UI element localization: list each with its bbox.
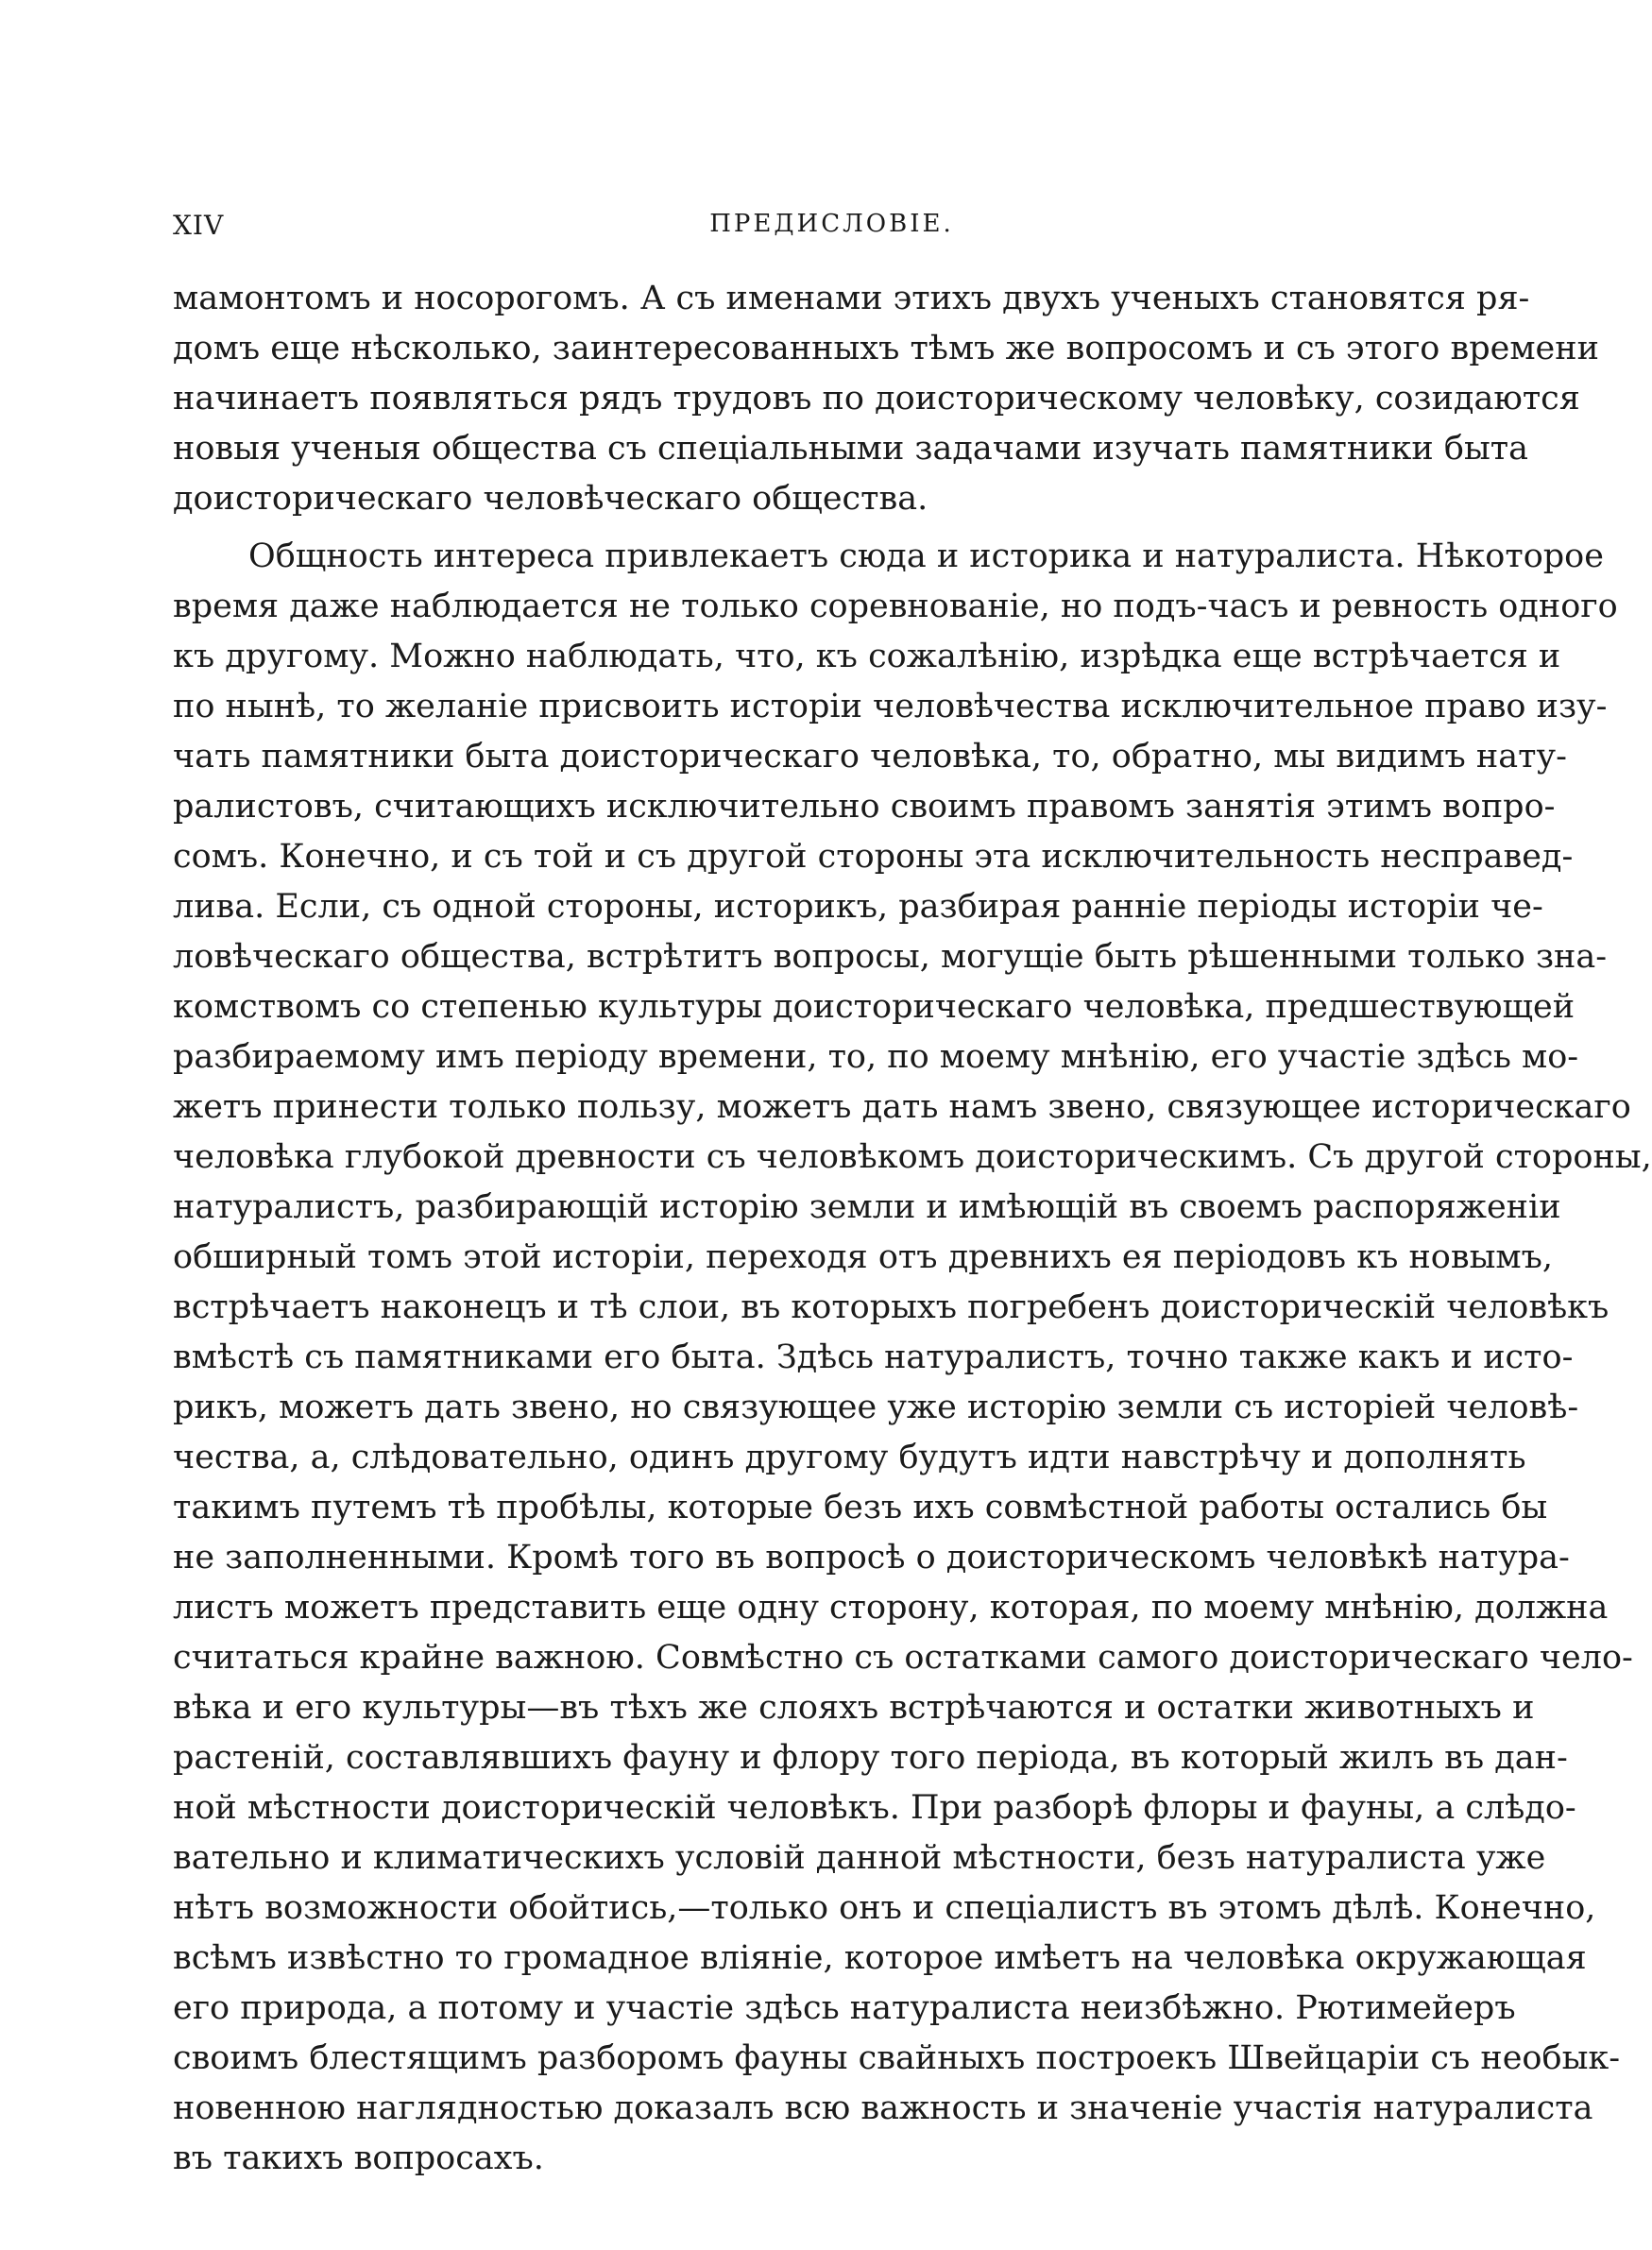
text-line: къ другому. Можно наблюдать, что, къ сожалѣнію, изрѣдка еще встрѣчается и — [173, 638, 1561, 675]
text-line: растеній, составлявшихъ фауну и флору того періода, въ который жилъ въ дан- — [173, 1739, 1568, 1777]
text-line: не заполненными. Кромѣ того въ вопросѣ о доисторическомъ человѣкѣ натура- — [173, 1539, 1570, 1577]
text-line: время даже наблюдается не только соревнованіе, но подъ-часъ и ревность одного — [173, 588, 1618, 625]
running-title: ПРЕДИСЛОВІЕ. — [709, 210, 954, 238]
text-line: нѣтъ возможности обойтись,—только онъ и спеціалистъ въ этомъ дѣлѣ. Конечно, — [173, 1889, 1596, 1927]
text-line: сомъ. Конечно, и съ той и съ другой стороны эта исключительность несправед- — [173, 838, 1574, 876]
text-line: натуралистъ, разбирающій исторію земли и имѣющій въ своемъ распоряженіи — [173, 1188, 1561, 1226]
text-line: ралистовъ, считающихъ исключительно своимъ правомъ занятія этимъ вопро- — [173, 788, 1556, 826]
text-line: вмѣстѣ съ памятниками его быта. Здѣсь натуралистъ, точно также какъ и исто- — [173, 1338, 1574, 1376]
text-line: ной мѣстности доисторическій человѣкъ. При разборѣ флоры и фауны, а слѣдо- — [173, 1789, 1576, 1827]
text-line: комствомъ со степенью культуры доисторическаго человѣка, предшествующей — [173, 988, 1575, 1026]
paragraph — [173, 532, 1652, 2184]
text-line: считаться крайне важною. Совмѣстно съ остатками самого доисторическаго чело- — [173, 1639, 1633, 1677]
text-line: его природа, а потому и участіе здѣсь натуралиста неизбѣжно. Рютимейеръ — [173, 1989, 1516, 2027]
text-line: новыя ученыя общества съ спеціальными задачами изучать памятники быта — [173, 430, 1529, 468]
text-line: вѣка и его культуры—въ тѣхъ же слояхъ встрѣчаются и остатки животныхъ и — [173, 1689, 1535, 1727]
text-body — [173, 274, 1652, 2184]
page-header — [173, 210, 1490, 247]
text-line: по нынѣ, то желаніе присвоить исторіи человѣчества исключительное право изу- — [173, 688, 1608, 725]
text-line: разбираемому имъ періоду времени, то, по моему мнѣнію, его участіе здѣсь мо- — [173, 1038, 1579, 1076]
text-line: чать памятники быта доисторическаго человѣка, то, обратно, мы видимъ нату- — [173, 738, 1567, 776]
text-line: обширный томъ этой исторіи, переходя отъ древнихъ ея періодовъ къ новымъ, — [173, 1238, 1554, 1276]
text-line: рикъ, можетъ дать звено, но связующее уже исторію земли съ исторіей человѣ- — [173, 1389, 1579, 1426]
text-line: мамонтомъ и носорогомъ. А съ именами этихъ двухъ ученыхъ становятся ря- — [173, 280, 1530, 317]
text-line: домъ еще нѣсколько, заинтересованныхъ тѣмъ же вопросомъ и съ этого времени — [173, 330, 1599, 367]
text-line: ловѣческаго общества, встрѣтитъ вопросы, могущіе быть рѣшенными только зна- — [173, 938, 1608, 976]
text-line: чества, а, слѣдовательно, одинъ другому будутъ идти навстрѣчу и дополнять — [173, 1439, 1526, 1476]
text-line: всѣмъ извѣстно то громадное вліяніе, которое имѣетъ на человѣка окружающая — [173, 1939, 1587, 1977]
text-line: вательно и климатическихъ условій данной мѣстности, безъ натуралиста уже — [173, 1839, 1546, 1877]
text-line: встрѣчаетъ наконецъ и тѣ слои, въ которыхъ погребенъ доисторическій человѣкъ — [173, 1288, 1609, 1326]
page-number: XIV — [173, 210, 225, 241]
text-line: новенною наглядностью доказалъ всю важность и значеніе участія натуралиста — [173, 2089, 1593, 2127]
text-line: жетъ принести только пользу, можетъ дать намъ звено, связующее историческаго — [173, 1088, 1631, 1126]
paragraph-gap — [173, 524, 1490, 532]
text-line: въ такихъ вопросахъ. — [173, 2139, 544, 2177]
text-line: такимъ путемъ тѣ пробѣлы, которые безъ ихъ совмѣстной работы остались бы — [173, 1489, 1548, 1526]
text-line: Общность интереса привлекаетъ сюда и историка и натуралиста. Нѣкоторое — [248, 537, 1604, 575]
paragraph — [173, 274, 1599, 524]
text-line: человѣка глубокой древности съ человѣкомъ доисторическимъ. Съ другой стороны, — [173, 1138, 1652, 1176]
text-line: листъ можетъ представить еще одну сторону, которая, по моему мнѣнію, должна — [173, 1589, 1609, 1627]
text-line: своимъ блестящимъ разборомъ фауны свайныхъ построекъ Швейцаріи съ необык- — [173, 2039, 1621, 2077]
text-line: лива. Если, съ одной стороны, историкъ, разбирая ранніе періоды исторіи че- — [173, 888, 1543, 926]
text-line: начинаетъ появляться рядъ трудовъ по доисторическому человѣку, созидаются — [173, 380, 1580, 418]
text-line: доисторическаго человѣческаго общества. — [173, 480, 928, 518]
